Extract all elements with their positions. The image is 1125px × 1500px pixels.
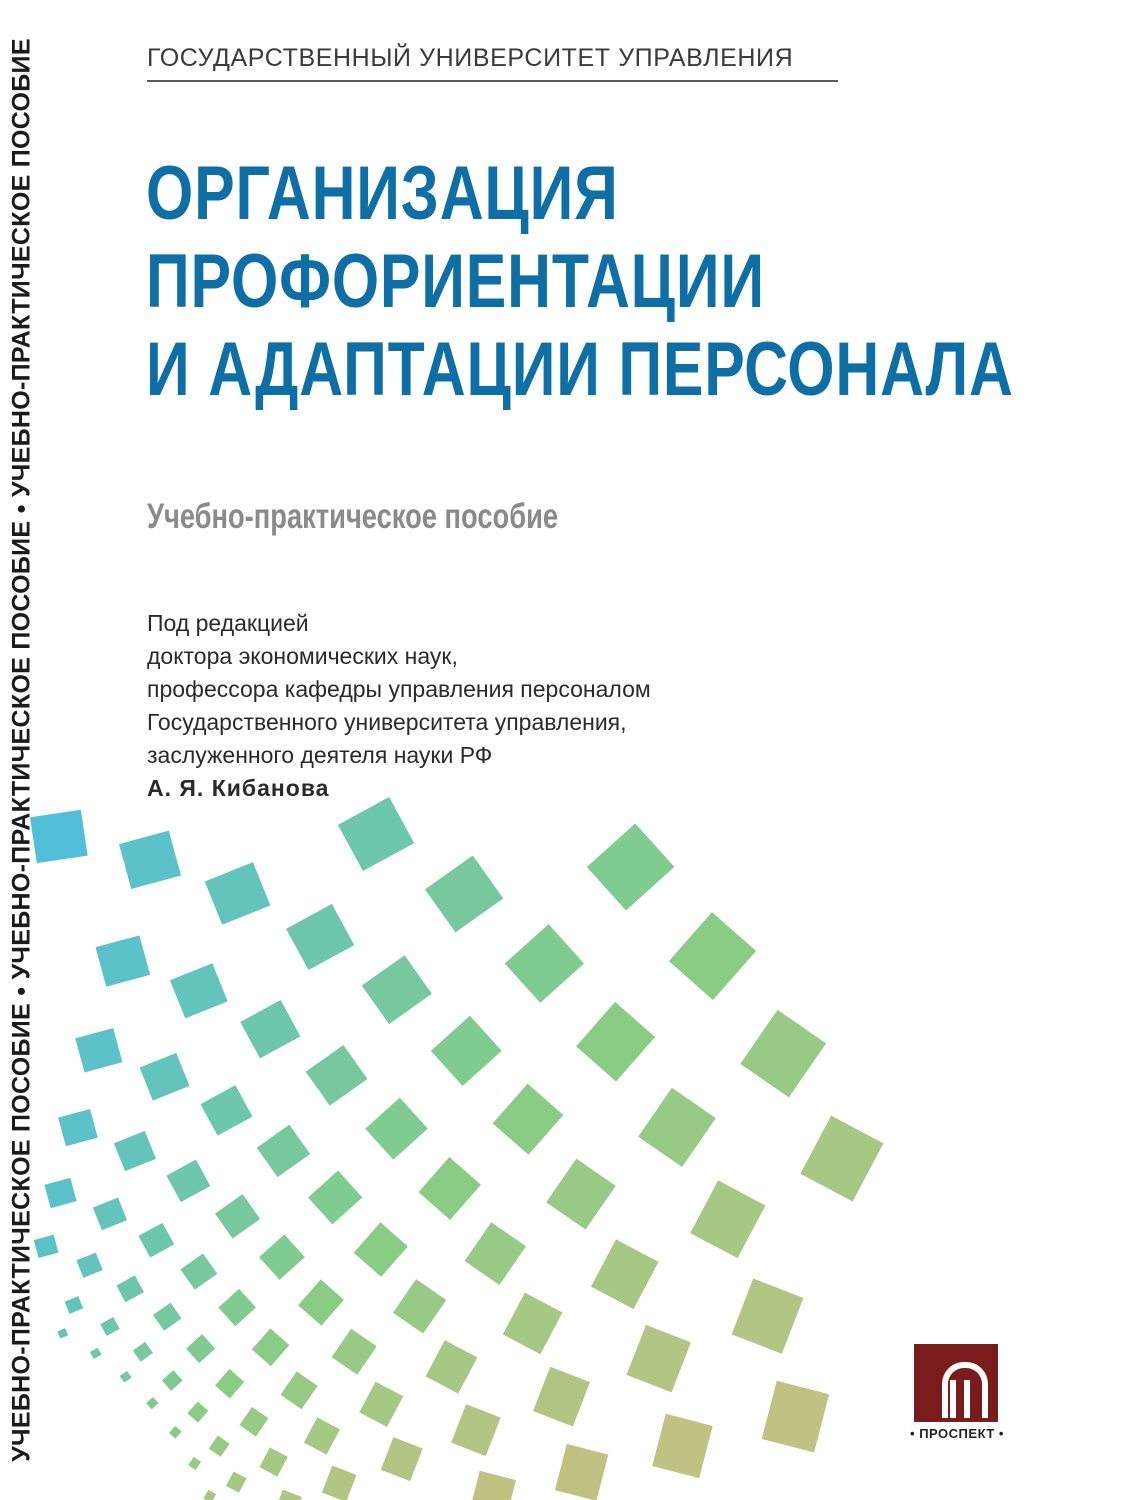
pattern-square bbox=[419, 1157, 481, 1220]
pattern-square bbox=[338, 797, 414, 871]
pattern-square bbox=[690, 1180, 765, 1258]
pattern-square bbox=[209, 1436, 230, 1457]
editor-name: А. Я. Кибанова bbox=[147, 775, 330, 801]
pattern-square bbox=[426, 1340, 478, 1394]
pattern-square bbox=[555, 1444, 608, 1500]
pattern-square bbox=[119, 831, 181, 889]
pattern-square bbox=[170, 963, 228, 1018]
pattern-square bbox=[166, 1160, 210, 1203]
pattern-square bbox=[431, 1016, 502, 1086]
pattern-square bbox=[732, 1279, 804, 1354]
pattern-square bbox=[146, 1397, 158, 1409]
pattern-square bbox=[576, 1002, 655, 1082]
pattern-square bbox=[215, 1194, 260, 1238]
pattern-square bbox=[76, 1253, 102, 1278]
pattern-square bbox=[75, 1028, 122, 1072]
pattern-square bbox=[451, 1404, 501, 1456]
pattern-square bbox=[215, 1369, 244, 1398]
pattern-square bbox=[587, 823, 675, 910]
pattern-square bbox=[257, 1125, 310, 1177]
pattern-square bbox=[362, 955, 432, 1024]
pattern-square bbox=[465, 1222, 527, 1285]
pattern-square bbox=[90, 1348, 102, 1359]
pattern-square bbox=[120, 1371, 132, 1383]
book-subtitle: Учебно-практическое пособие bbox=[147, 497, 559, 536]
pattern-square bbox=[503, 1293, 563, 1355]
pattern-square bbox=[469, 1471, 516, 1500]
pattern-square bbox=[546, 1159, 615, 1230]
university-name: ГОСУДАРСТВЕННЫЙ УНИВЕРСИТЕТ УПРАВЛЕНИЯ bbox=[147, 44, 794, 72]
pattern-square bbox=[306, 1045, 368, 1106]
pattern-square bbox=[638, 1088, 716, 1167]
pattern-square bbox=[100, 1317, 120, 1336]
pattern-square bbox=[180, 1253, 217, 1289]
pattern-square bbox=[34, 1235, 59, 1258]
pattern-square bbox=[44, 1178, 76, 1208]
pattern-square bbox=[240, 1407, 269, 1436]
pattern-square bbox=[57, 1328, 68, 1338]
pattern-square bbox=[275, 1490, 302, 1500]
pattern-square bbox=[205, 862, 271, 925]
pattern-square bbox=[332, 1329, 377, 1375]
title-line-3: И АДАПТАЦИИ ПЕРСОНАЛА bbox=[146, 327, 1014, 412]
pattern-square bbox=[308, 1171, 362, 1225]
pattern-square bbox=[153, 1303, 182, 1331]
pattern-square bbox=[200, 1085, 252, 1135]
pattern-square bbox=[652, 1414, 712, 1478]
editor-line-4: Государственного университета управления, bbox=[147, 709, 627, 735]
pattern-square bbox=[259, 1234, 305, 1279]
pattern-square bbox=[281, 1371, 318, 1409]
pattern-square bbox=[425, 855, 503, 932]
pattern-square bbox=[226, 1472, 246, 1493]
pattern-square bbox=[204, 1490, 217, 1500]
pattern-square bbox=[96, 935, 151, 986]
pattern-square bbox=[188, 1457, 201, 1470]
pattern-square bbox=[505, 924, 584, 1003]
pattern-square bbox=[138, 1223, 174, 1258]
pattern-square bbox=[162, 1370, 183, 1391]
pattern-square bbox=[365, 1098, 428, 1160]
pattern-square bbox=[259, 1447, 287, 1476]
pattern-square bbox=[240, 1000, 300, 1058]
pattern-square bbox=[669, 912, 756, 1000]
pattern-square bbox=[218, 1289, 256, 1326]
pattern-square bbox=[133, 1342, 153, 1362]
pattern-square bbox=[800, 1116, 883, 1202]
pattern-square bbox=[304, 1417, 340, 1454]
pattern-square bbox=[93, 1198, 127, 1231]
pattern-square bbox=[354, 1222, 408, 1277]
editor-line-2: доктора экономических наук, bbox=[147, 643, 458, 669]
pattern-square bbox=[359, 1382, 403, 1427]
pattern-square bbox=[381, 1437, 423, 1481]
editor-line-3: профессора кафедры управления персоналом bbox=[147, 676, 651, 702]
pattern-square bbox=[252, 1328, 290, 1366]
pattern-square bbox=[187, 1402, 208, 1423]
pattern-square bbox=[762, 1381, 829, 1453]
pattern-square bbox=[65, 1296, 84, 1314]
pattern-square bbox=[627, 1325, 691, 1392]
publisher-emblem bbox=[914, 1344, 998, 1422]
pattern-square bbox=[286, 904, 354, 970]
title-line-2: ПРОФОРИЕНТАЦИИ bbox=[146, 239, 765, 324]
pattern-square bbox=[533, 1367, 590, 1427]
pattern-square bbox=[493, 1084, 564, 1155]
pattern-square bbox=[393, 1279, 446, 1333]
pattern-square bbox=[740, 1010, 826, 1098]
editor-line-1: Под редакцией bbox=[147, 610, 309, 636]
pattern-square bbox=[140, 1053, 190, 1101]
pattern-square bbox=[30, 810, 88, 863]
title-line-1: ОРГАНИЗАЦИЯ bbox=[146, 151, 619, 236]
publisher-name: • ПРОСПЕКТ • bbox=[910, 1426, 1004, 1441]
pattern-square bbox=[186, 1334, 215, 1363]
pattern-square bbox=[58, 1109, 98, 1146]
pattern-square bbox=[116, 1275, 144, 1302]
pattern-square bbox=[298, 1279, 344, 1325]
pattern-square bbox=[114, 1131, 156, 1171]
spine-text: УЧЕБНО-ПРАКТИЧЕСКОЕ ПОСОБИЕ • УЧЕБНО-ПРАКТИЧЕСКОЕ ПОСОБИЕ • УЧЕБНО-ПРАКТИЧЕСКОЕ ПОСОБИЕ bbox=[7, 38, 36, 1462]
editor-line-5: заслуженного деятеля науки РФ bbox=[147, 742, 493, 768]
pattern-square bbox=[322, 1466, 357, 1500]
pattern-square bbox=[591, 1239, 658, 1309]
pattern-square bbox=[169, 1426, 182, 1439]
publisher-logo bbox=[905, 1340, 1009, 1446]
